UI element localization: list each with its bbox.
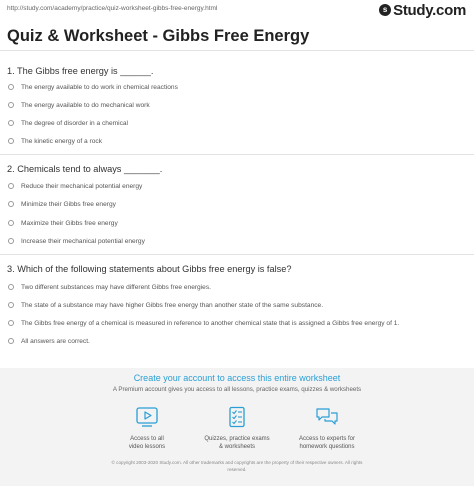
radio-button-icon[interactable]	[8, 338, 14, 344]
radio-button-icon[interactable]	[8, 238, 14, 244]
q2-option-c[interactable]	[8, 218, 118, 228]
question-divider	[0, 154, 474, 155]
feature-caption: Access to all video lessons	[128, 436, 166, 450]
radio-button-icon[interactable]	[8, 302, 14, 308]
study-logo-icon: s	[379, 4, 391, 16]
feature-caption: Access to experts for homework questions	[298, 436, 356, 450]
study-logo[interactable]	[379, 2, 466, 18]
copyright-notice: © copyright 2003-2020 Study.com. All other trademarks and copyrights are the property of their respective owners. All rights reserved.	[111, 460, 363, 472]
feature-quizzes	[187, 406, 287, 451]
chat-bubbles-icon	[315, 406, 339, 428]
page-header	[0, 0, 474, 22]
option-label: Minimize their Gibbs free energy	[21, 200, 116, 208]
radio-button-icon[interactable]	[8, 138, 14, 144]
question-3: 3. Which of the following statements about Gibbs free energy is false?	[7, 264, 292, 274]
radio-button-icon[interactable]	[8, 84, 14, 90]
radio-button-icon[interactable]	[8, 102, 14, 108]
q2-option-d[interactable]	[8, 236, 145, 246]
question-divider	[0, 254, 474, 255]
premium-signup-banner	[0, 368, 474, 486]
option-label: The energy available to do work in chemical reactions	[21, 83, 178, 91]
radio-button-icon[interactable]	[8, 183, 14, 189]
q2-option-b[interactable]	[8, 199, 116, 209]
radio-button-icon[interactable]	[8, 320, 14, 326]
q1-option-c[interactable]	[8, 118, 128, 128]
video-play-icon	[135, 406, 159, 428]
q3-option-c[interactable]	[8, 318, 399, 328]
q2-option-a[interactable]	[8, 181, 142, 191]
study-logo-text: Study.com	[393, 1, 466, 19]
page-url: http://study.com/academy/practice/quiz-worksheet-gibbs-free-energy.html	[7, 5, 218, 12]
title-divider	[0, 50, 474, 51]
option-label: All answers are correct.	[21, 337, 90, 345]
q1-option-b[interactable]	[8, 100, 150, 110]
option-label: The degree of disorder in a chemical	[21, 119, 129, 127]
option-label: The kinetic energy of a rock	[21, 137, 102, 145]
question-2: 2. Chemicals tend to always _______.	[7, 164, 163, 174]
radio-button-icon[interactable]	[8, 201, 14, 207]
option-label: The Gibbs free energy of a chemical is measured in reference to another chemical state that is assigned a Gibbs free energy of 1.	[21, 319, 400, 327]
option-label: Two different substances may have different Gibbs free energies.	[21, 283, 211, 291]
option-label: Reduce their mechanical potential energy	[21, 182, 143, 190]
radio-button-icon[interactable]	[8, 220, 14, 226]
option-label: Increase their mechanical potential energy	[21, 237, 145, 245]
checklist-icon	[225, 406, 249, 428]
q1-option-a[interactable]	[8, 82, 178, 92]
radio-button-icon[interactable]	[8, 120, 14, 126]
option-label: The state of a substance may have higher Gibbs free energy than another state of the same substance.	[21, 301, 324, 309]
option-label: Maximize their Gibbs free energy	[21, 219, 118, 227]
option-label: The energy available to do mechanical work	[21, 101, 150, 109]
feature-caption: Quizzes, practice exams & worksheets	[204, 436, 270, 450]
create-account-link[interactable]: Create your account to access this entire worksheet	[133, 373, 341, 383]
feature-experts	[277, 406, 377, 451]
feature-video-lessons	[97, 406, 197, 451]
q3-option-d[interactable]	[8, 336, 90, 346]
page-title: Quiz & Worksheet - Gibbs Free Energy	[7, 27, 310, 45]
question-1: 1. The Gibbs free energy is ______.	[7, 66, 154, 76]
q3-option-b[interactable]	[8, 300, 323, 310]
q3-option-a[interactable]	[8, 282, 211, 292]
premium-description: A Premium account gives you access to all lessons, practice exams, quizzes & worksheets	[112, 386, 362, 393]
q1-option-d[interactable]	[8, 136, 102, 146]
radio-button-icon[interactable]	[8, 284, 14, 290]
